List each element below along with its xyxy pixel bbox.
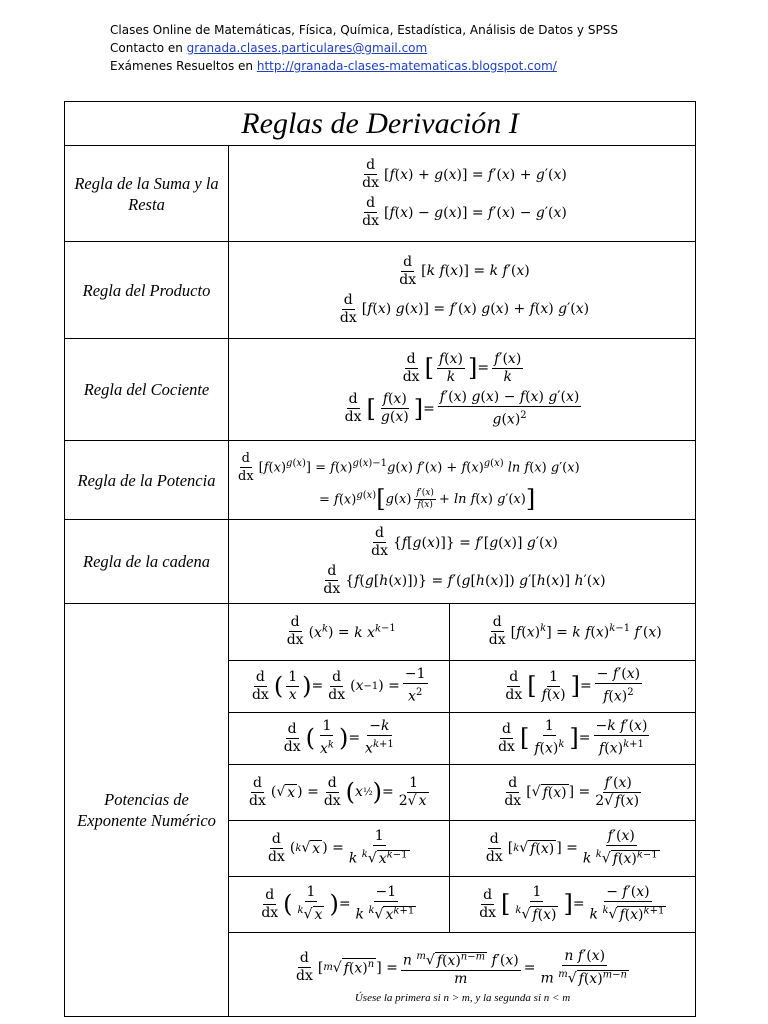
formula-cociente: $\frac{d}{dx}$ [ $\frac{f(x)}{k}$ ] = $\frac{f'(x)}{k}$ $\frac{d}{dx}$ [ $\frac{f(x)}{g(x)}$ ] = $\frac{f'(x) g(x) - f(x) g'(x)}{g(x)^2}$ [229,339,696,441]
formula-mroot-fxn: $\frac{d}{dx}$ [ m √ $f(x)^n$ ] = $\frac{n ^m√ f(x)^{n-m} f'(x)}{m}$ = $\frac{\text{n f′(x)}}{m ^m√ f(x)^{m-n}}$ Úsese la primera si n > m, y la segunda si n < m [229,932,696,1016]
header-line-3: Exámenes Resueltos en http://granada-clases-matematicas.blogspot.com/ [110,59,557,73]
formula-xk: $\frac{d}{dx}$ $(x^k) = k$ $x^{k-1}$ [229,604,449,660]
blog-link[interactable]: http://granada-clases-matematicas.blogspot.com/ [256,59,557,73]
formula-1-over-fx: $\frac{d}{dx}$ [ $\frac{1}{f(x)}$ ] = $\frac{- f'(x)}{f(x)^2}$ [449,660,696,712]
formula-kroot-x: $\frac{d}{dx}$ ( k √ x ) = $\frac{1}{k ^k√ x^{k-1}}$ [229,820,449,876]
formula-producto: $\frac{d}{dx}$ [k f(x)] = k f′(x) $\frac{d}{dx}$ [f(x) g(x)] = f′(x) g(x) + f(x) g′(x) [229,242,696,339]
formula-kroot-fx: $\frac{d}{dx}$ [ k √ f(x) ] = $\frac{f'(x)}{k ^k√ f(x)^{k-1}}$ [449,820,696,876]
formula-sqrt-fx: $\frac{d}{dx}$ [√ f(x) ] = $\frac{f'(x)}{2√ f(x)}$ [449,764,696,820]
rule-name-producto: Regla del Producto [65,242,229,339]
rule-name-potencias-numerico: Potencias de Exponente Numérico [65,604,229,1017]
rule-name-suma: Regla de la Suma y la Resta [65,146,229,242]
contact-email-link[interactable]: granada.clases.particulares@gmail.com [186,41,428,55]
formula-cadena: $\frac{d}{dx}$ {f[g(x)]} = f′[g(x)] g′(x) $\frac{d}{dx}$ {f(g[h(x)])} = f′(g[h(x)]) g′[h(x)] h′(x) [229,520,696,604]
page-header [110,21,618,75]
formula-1-over-fxk: $\frac{d}{dx}$ [ $\frac{1}{f(x)^k}$ ] = $\frac{\text{−k f′(x)}}{f(x)^{k+1}}$ [449,712,696,764]
formula-fxk: $\frac{d}{dx}$ $[f(x)^k] = k$ $f(x)^{k-1}$ f′(x) [449,604,696,660]
potencias-subtable [229,604,696,1016]
formula-suma: $\frac{d}{dx}$ [f(x) + g(x)] = f′(x) + g′(x) $\frac{d}{dx}$ [f(x) − g(x)] = f′(x) − g′(x) [229,146,696,242]
page-title: Reglas de Derivación I [65,102,696,146]
formula-sqrt-x: $\frac{d}{dx}$ (√ x ) = $\frac{d}{dx}$ ( x ½ ) = $\frac{1}{2√ x}$ [229,764,449,820]
rule-name-cociente: Regla del Cociente [65,339,229,441]
derivation-rules-table [64,101,696,1017]
formula-1-over-kroot-x: $\frac{d}{dx}$ ( $\frac{1}{^k√ x}$ ) = $\frac{-1}{k ^k√ x^{k+1}}$ [229,876,449,932]
usage-note: Úsese la primera si n > m, y la segunda si n < m [354,991,571,1004]
rule-name-cadena: Regla de la cadena [65,520,229,604]
formula-1-over-xk: $\frac{d}{dx}$ ( $\frac{1}{x^k}$ ) = $\frac{-k}{x^{k+1}}$ [229,712,449,764]
header-line-1: Clases Online de Matemáticas, Física, Química, Estadística, Análisis de Datos y SPSS [110,23,618,37]
rule-name-potencia: Regla de la Potencia [65,441,229,520]
formula-1-over-x: $\frac{d}{dx}$ ( $\frac{1}{x}$ ) = $\frac{d}{dx}$ ( x −1 ) = $\frac{-1}{x^2}$ [229,660,449,712]
formula-potencias-grid [229,604,696,1017]
formula-1-over-kroot-fx: $\frac{d}{dx}$ [ $\frac{1}{^k√ f(x)}$ ] = $\frac{- f'(x)}{k ^k√ f(x)^{k+1}}$ [449,876,696,932]
formula-potencia: $\frac{d}{dx}$ $[f(x)^{g(x)}] = f(x)^{g(x)-1}g(x) f'(x) + f(x)^{g(x)}$ ln f(x) g′(x) = $f(x)^{g(x)}$ [ g(x) $\frac{f'(x)}{f(x)}$ + ln f(x) g′(x) ] [229,441,696,520]
header-line-2: Contacto en granada.clases.particulares@gmail.com [110,41,428,55]
